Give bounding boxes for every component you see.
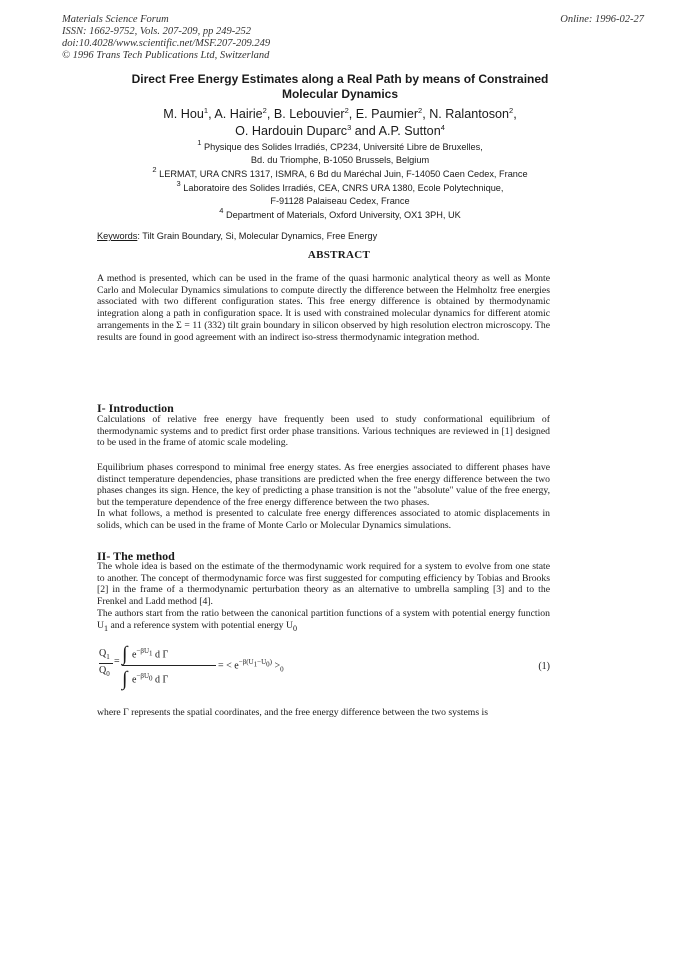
affiliation-mark: 3: [347, 123, 352, 132]
author-name: O. Hardouin Duparc: [235, 124, 348, 138]
separator: ,: [266, 107, 271, 121]
paragraph: In what follows, a method is presented to calculate free energy differences associated to atomic displacements in solids, which can be used in the frame of Monte Carlo or Molecular Dynamics simulations.: [97, 508, 550, 531]
issn-line: ISSN: 1662-9752, Vols. 207-209, pp 249-252: [62, 26, 251, 37]
keywords-label: Keywords: [97, 231, 138, 241]
affiliation-mark: 2: [344, 106, 349, 115]
affiliation-4: [60, 206, 620, 222]
journal-name: Materials Science Forum: [62, 14, 169, 25]
paragraph: Calculations of relative free energy have frequently been used to study conformational equilibrium of thermodynamic systems and to predict first order phase transitions. Various techniques are reviewed in [1] designed to be used in the frame of atomic scale modeling.: [97, 414, 550, 449]
denominator: $e^{-\beta U_0}$ d Γ: [132, 672, 169, 686]
author-line-2: [60, 123, 620, 140]
affiliation-3: [60, 179, 620, 208]
affiliation-mark: 2: [262, 106, 267, 115]
right-hand-side: = < $e^{-\beta(U_1-U_0)} >_0$: [218, 658, 284, 674]
text-run: and a reference system with potential energy U: [108, 619, 293, 631]
affiliation-text: F-91128 Palaiseau Cedex, France: [270, 196, 410, 206]
affiliation-text: Bd. du Triomphe, B-1050 Brussels, Belgium: [250, 155, 430, 165]
keywords-text: Tilt Grain Boundary, Si, Molecular Dynamics, Free Energy: [142, 231, 378, 241]
affiliation-mark: 2: [509, 106, 514, 115]
affiliation-number: 3: [176, 179, 181, 188]
equals-sign: =: [114, 656, 120, 667]
separator: ,: [348, 107, 353, 121]
paragraph: [97, 608, 550, 634]
title-line-1: Direct Free Energy Estimates along a Real Path by means of Constrained: [131, 72, 549, 86]
affiliation-text: LERMAT, URA CNRS 1317, ISMRA, 6 Bd du Maréchal Juin, F-14050 Caen Cedex, France: [159, 169, 528, 179]
author-name: M. Hou: [163, 107, 204, 121]
paragraph: Equilibrium phases correspond to minimal free energy states. As free energies associated to different phases have distinct temperature dependencies, phase transitions are predicted when the free energy difference between the two phases changes its sign. Hence, the key of predicting a phase transition is not the "absolute" value of the free energy, but the temperature dependence of the free energy difference between the two phases.: [97, 462, 550, 509]
paragraph: The whole idea is based on the estimate of the thermodynamic work required for a system to evolve from one state to another. The concept of thermodynamic force was first suggested for computing efficiency by Tobias and Brooks [2] in the frame of a thermodynamic perturbation theory as an alternative to umbrella sampling [3] and to the Frenkel and Ladd method [4].: [97, 561, 550, 608]
author-line-1: [60, 106, 620, 123]
affiliation-text: Laboratoire des Solides Irradiés, CEA, CNRS URA 1380, Ecole Polytechnique,: [183, 183, 504, 193]
subscript: 1: [104, 623, 109, 633]
author-name: A.P. Sutton: [378, 124, 441, 138]
affiliation-number: 4: [219, 206, 224, 215]
author-name: N. Ralantoson: [429, 107, 510, 121]
text-run: The authors start from the ratio between the canonical partition functions of a system with potential energy function U: [97, 607, 550, 631]
author-name: A. Hairie: [214, 107, 263, 121]
affiliation-text: Physique des Solides Irradiés, CP234, Université Libre de Bruxelles,: [203, 142, 483, 152]
lhs-numerator: $Q_1$: [99, 648, 110, 661]
paper-title: [60, 72, 620, 102]
separator: ,: [208, 107, 212, 121]
author-name: E. Paumier: [355, 107, 419, 121]
subscript: 0: [292, 623, 297, 633]
affiliation-mark: 2: [418, 106, 423, 115]
affiliation-1: [60, 138, 620, 167]
affiliation-text: Department of Materials, Oxford University, OX1 3PH, UK: [226, 210, 461, 220]
affiliation-number: 2: [152, 165, 157, 174]
fraction-bar: [122, 665, 216, 666]
integral-symbol: ∫: [122, 643, 128, 665]
integral-symbol: ∫: [122, 668, 128, 690]
abstract-heading: ABSTRACT: [307, 249, 371, 261]
journal-metadata: [62, 14, 270, 62]
abstract-text: A method is presented, which can be used in the frame of the quasi harmonic analytical theory as well as Monte Carlo and Molecular Dynamics simulations to compute directly the difference between the Helmholtz free energies associated with two different configuration states. This free energy difference is obtained by thermodynamic integration along a path in configuration space. It is used with constrained molecular dynamics for different atomic arrangements in the Σ = 11 (332) tilt grain boundary in silicon observed by high resolution electron microscopy. The results are found in good agreement with an indirect iso-stress thermodynamic integration method.: [97, 273, 550, 343]
keywords-colon: :: [137, 231, 140, 241]
affiliation-2: [60, 165, 620, 181]
lhs-fraction-bar: [99, 663, 113, 664]
doi-line[interactable]: doi:10.4028/www.scientific.net/MSF.207-209.249: [62, 38, 271, 49]
separator: ,: [422, 107, 426, 121]
title-line-2: Molecular Dynamics: [281, 87, 399, 101]
numerator: $e^{-\beta U_1}$ d Γ: [132, 647, 169, 661]
affiliation-number: 1: [197, 138, 202, 147]
author-list: [60, 106, 620, 140]
paragraph: where Γ represents the spatial coordinates, and the free energy difference between the two systems is: [97, 707, 488, 718]
online-date: Online: 1996-02-27: [560, 14, 644, 25]
author-name: B. Lebouvier: [273, 107, 345, 121]
lhs-denominator: $Q_0$: [99, 665, 110, 678]
and-word: and: [354, 124, 376, 138]
equation-number: (1): [538, 661, 550, 672]
keywords: [97, 231, 377, 241]
equation-1: [97, 644, 550, 694]
copyright-line: © 1996 Trans Tech Publications Ltd, Switzerland: [62, 50, 270, 61]
section-heading-introduction: I- Introduction: [97, 401, 174, 415]
separator: ,: [513, 107, 517, 121]
method-text: [97, 561, 550, 634]
section-heading-method: II- The method: [97, 549, 175, 563]
affiliation-mark: 4: [440, 123, 445, 132]
affiliation-mark: 1: [203, 106, 209, 115]
